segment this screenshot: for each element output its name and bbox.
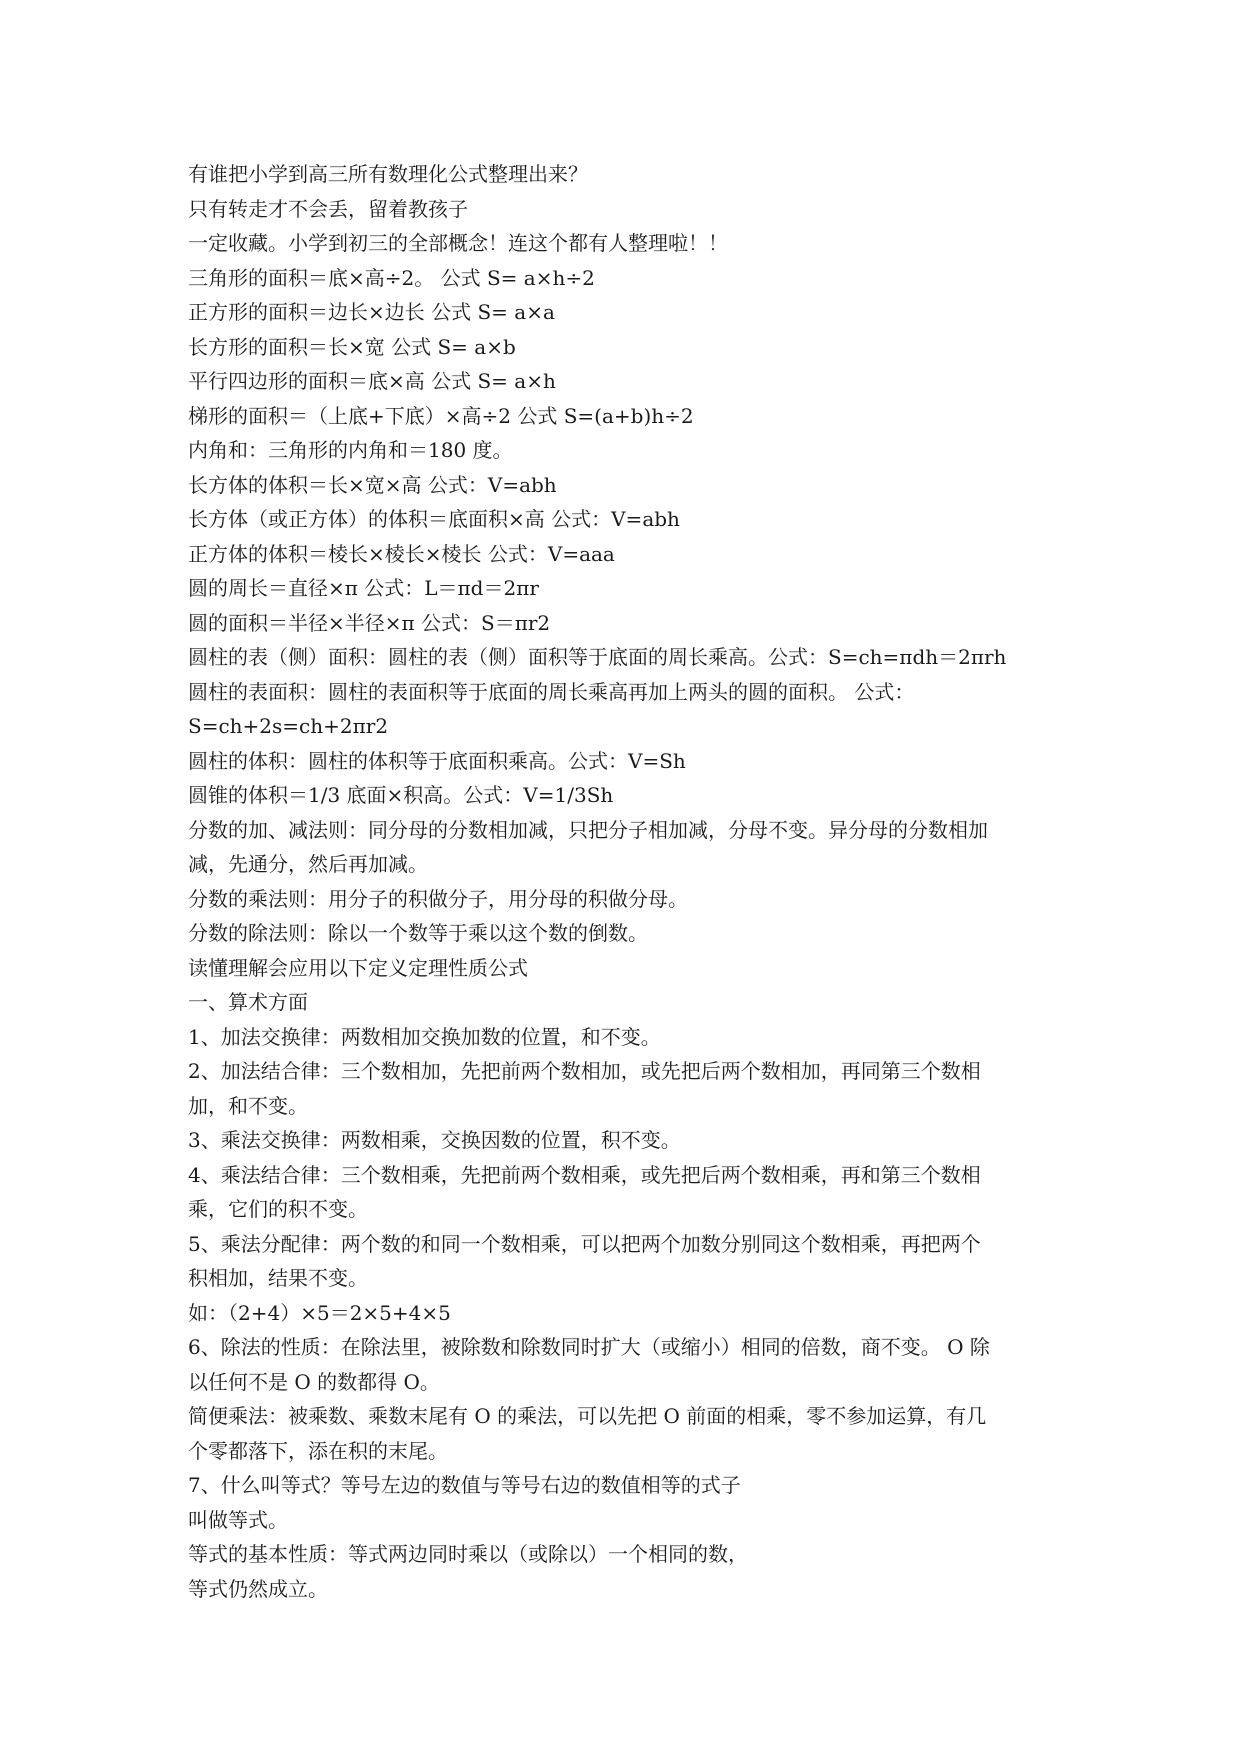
text-line: 有谁把小学到高三所有数理化公式整理出来？ bbox=[188, 162, 588, 186]
text-line: 圆柱的表（侧）面积：圆柱的表（侧）面积等于底面的周长乘高。公式：S=ch=πdh＝2πrh bbox=[188, 645, 1007, 669]
text-line: 乘，它们的积不变。 bbox=[188, 1197, 368, 1221]
text-line: 如：（2+4）×5＝2×5+4×5 bbox=[188, 1300, 451, 1325]
document-body bbox=[188, 157, 1068, 1606]
text-line: 3、乘法交换律：两数相乘，交换因数的位置，积不变。 bbox=[188, 1128, 681, 1152]
text-line: 积相加，结果不变。 bbox=[188, 1266, 368, 1290]
text-line: 6、除法的性质：在除法里，被除数和除数同时扩大（或缩小）相同的倍数，商不变。 O 除 bbox=[188, 1335, 990, 1359]
text-line: 减，先通分，然后再加减。 bbox=[188, 852, 428, 876]
text-line: 读懂理解会应用以下定义定理性质公式 bbox=[188, 955, 528, 980]
text-line: 分数的加、减法则：同分母的分数相加减，只把分子相加减，分母不变。异分母的分数相加 bbox=[188, 817, 988, 842]
text-line: 圆的周长＝直径×π 公式：L＝πd＝2πr bbox=[188, 576, 539, 600]
text-line: 三角形的面积＝底×高÷2。 公式 S= a×h÷2 bbox=[188, 265, 595, 290]
text-line: 分数的乘法则：用分子的积做分子，用分母的积做分母。 bbox=[188, 886, 688, 911]
text-line: 圆的面积＝半径×半径×π 公式：S＝πr2 bbox=[188, 610, 551, 635]
text-line: 4、乘法结合律：三个数相乘，先把前两个数相乘，或先把后两个数相乘，再和第三个数相 bbox=[188, 1162, 981, 1187]
text-line: 简便乘法：被乘数、乘数末尾有 O 的乘法，可以先把 O 前面的相乘，零不参加运算，有几 bbox=[188, 1404, 987, 1428]
text-line: 等式的基本性质：等式两边同时乘以（或除以）一个相同的数， bbox=[188, 1542, 748, 1566]
text-line: 长方体的体积＝长×宽×高 公式：V=abh bbox=[188, 472, 557, 497]
text-line: 1、加法交换律：两数相加交换加数的位置，和不变。 bbox=[188, 1024, 661, 1049]
text-line: 长方体（或正方体）的体积＝底面积×高 公式：V=abh bbox=[188, 507, 680, 531]
text-line: 圆锥的体积＝1/3 底面×积高。公式：V=1/3Sh bbox=[188, 783, 614, 807]
text-line: 个零都落下，添在积的末尾。 bbox=[188, 1438, 448, 1463]
text-line: 等式仍然成立。 bbox=[188, 1576, 328, 1601]
text-line: 以任何不是 O 的数都得 O。 bbox=[188, 1369, 440, 1394]
text-line: 梯形的面积＝（上底+下底）×高÷2 公式 S=(a+b)h÷2 bbox=[188, 403, 694, 428]
text-line: 长方形的面积＝长×宽 公式 S= a×b bbox=[188, 334, 516, 359]
text-line: 平行四边形的面积＝底×高 公式 S= a×h bbox=[188, 369, 556, 393]
text-line: 5、乘法分配律：两个数的和同一个数相乘，可以把两个加数分别同这个数相乘，再把两个 bbox=[188, 1231, 981, 1256]
text-line: 一、算术方面 bbox=[188, 990, 308, 1014]
text-line: 2、加法结合律：三个数相加，先把前两个数相加，或先把后两个数相加，再同第三个数相 bbox=[188, 1059, 981, 1083]
text-line: 正方体的体积＝棱长×棱长×棱长 公式：V=aaa bbox=[188, 541, 615, 566]
text-line: 一定收藏。小学到初三的全部概念！连这个都有人整理啦！！ bbox=[188, 231, 728, 255]
text-line: S=ch+2s=ch+2πr2 bbox=[188, 714, 389, 738]
text-line: 加，和不变。 bbox=[188, 1093, 308, 1118]
text-line: 内角和：三角形的内角和＝180 度。 bbox=[188, 438, 513, 462]
text-line: 圆柱的体积：圆柱的体积等于底面积乘高。公式：V=Sh bbox=[188, 748, 686, 773]
text-line: 圆柱的表面积：圆柱的表面积等于底面的周长乘高再加上两头的圆的面积。 公式： bbox=[188, 679, 915, 704]
text-line: 叫做等式。 bbox=[188, 1507, 288, 1532]
text-line: 正方形的面积＝边长×边长 公式 S= a×a bbox=[188, 300, 555, 324]
text-line: 7、什么叫等式？等号左边的数值与等号右边的数值相等的式子 bbox=[188, 1473, 741, 1497]
text-line: 分数的除法则：除以一个数等于乘以这个数的倒数。 bbox=[188, 921, 648, 945]
text-line: 只有转走才不会丢，留着教孩子 bbox=[188, 196, 468, 221]
